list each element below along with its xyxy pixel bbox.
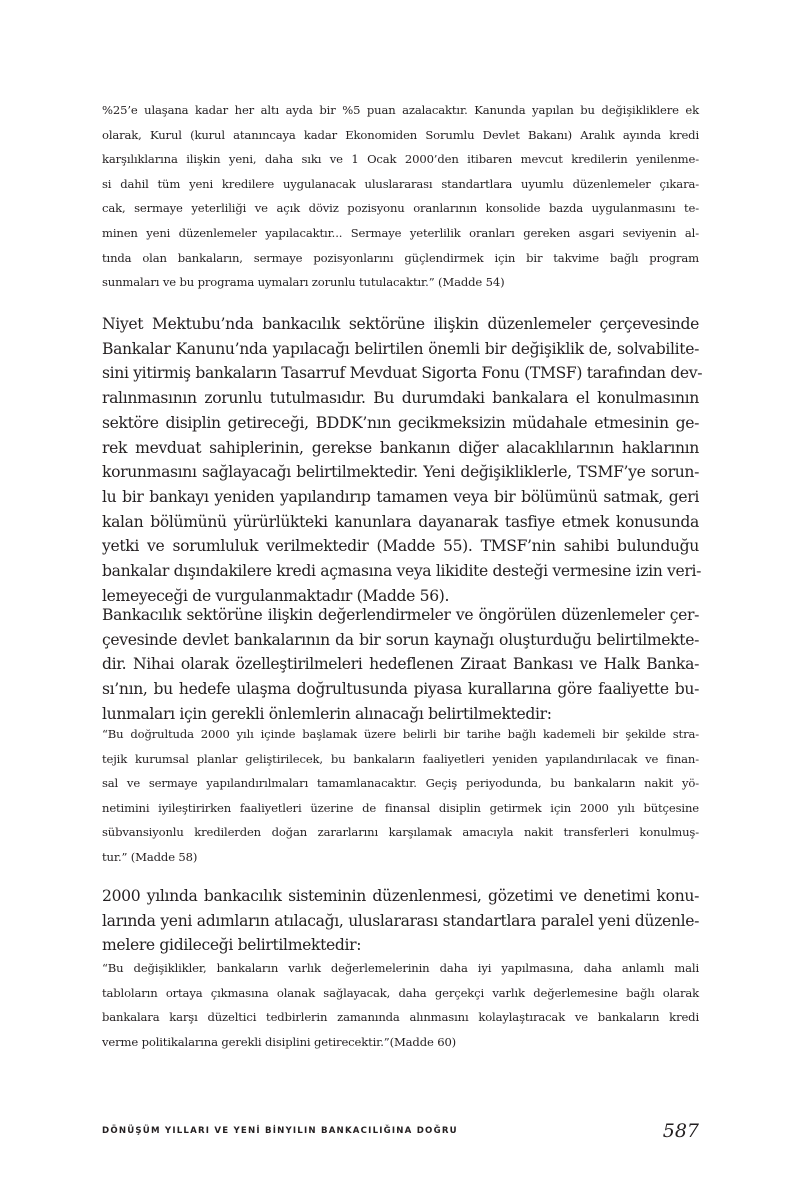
- text-line: sübvansiyonlu kredilerden doğan zararlarını karşılamak amacıyla nakit transferleri konulmuş-: [102, 825, 699, 840]
- text-line: si dahil tüm yeni kredilere uygulanacak uluslararası standartlara uyumlu düzenlemeler çıkara-: [102, 176, 699, 191]
- text-line: lunmaları için gerekli önlemlerin alınacağı belirtilmektedir:: [102, 704, 552, 723]
- text-line: çevesinde devlet bankalarının da bir sorun kaynağı oluşturduğu belirtilmekte-: [102, 630, 699, 649]
- text-line: Bankalar Kanunu’nda yapılacağı belirtilen önemli bir değişiklik de, solvabilite-: [102, 339, 699, 358]
- text-line: tabloların ortaya çıkmasına olanak sağlayacak, daha gerçekçi varlık değerlemesine bağlı olarak: [102, 985, 699, 1000]
- text-line: Bankacılık sektörüne ilişkin değerlendirmeler ve öngörülen düzenlemeler çer-: [102, 606, 699, 624]
- text-line: kalan bölümünü yürürlükteki kanunlara dayanarak tasfiye etmek konusunda: [102, 512, 699, 531]
- text-line: olarak, Kurul (kurul atanıncaya kadar Ekonomiden Sorumlu Devlet Bakanı) Aralık ayında kredi: [102, 127, 699, 142]
- paragraph-2000-duzenleme: [102, 884, 699, 958]
- text-line: bankalar dışındakilere kredi açmasına veya likidite desteği vermesine izin veri-: [102, 562, 702, 581]
- text-line: melere gidileceği belirtilmektedir:: [102, 936, 362, 955]
- text-line: minen yeni düzenlemeler yapılacaktır... Sermaye yeterlilik oranları gereken asgari seviyenin al-: [102, 225, 699, 240]
- text-line: Niyet Mektubu’nda bankacılık sektörüne ilişkin düzenlemeler çerçevesinde: [102, 315, 699, 333]
- text-line: lu bir bankayı yeniden yapılandırıp tamamen veya bir bölümünü satmak, geri: [102, 487, 699, 506]
- running-title: DÖNÜŞÜM YILLARI VE YENİ BİNYILIN BANKACILIĞINA DOĞRU: [102, 1126, 458, 1136]
- text-line: sini yitirmiş bankaların Tasarruf Mevduat Sigorta Fonu (TMSF) tarafından dev-: [102, 364, 703, 383]
- paragraph-niyet-mektubu: [102, 312, 703, 608]
- text-line: yetki ve sorumluluk verilmektedir (Madde 55). TMSF’nin sahibi bulunduğu: [102, 537, 699, 556]
- text-line: cak, sermaye yeterliliği ve açık döviz pozisyonu oranlarının konsolide bazda uygulanmasını te-: [102, 201, 699, 216]
- text-line: netimini iyileştirirken faaliyetleri üzerine de finansal disiplin getirmek için 2000 yılı bütçesine: [102, 800, 699, 815]
- text-line: lemeyeceği de vurgulanmaktadır (Madde 56).: [102, 586, 450, 605]
- page-footer: [102, 1120, 699, 1150]
- text-line: sal ve sermaye yapılandırılmaları tamamlanacaktır. Geçiş periyodunda, bu bankaların nakit yö-: [102, 776, 699, 791]
- text-line: larında yeni adımların atılacağı, uluslararası standartlara paralel yeni düzenle-: [102, 911, 699, 930]
- block-quote-madde-60: [102, 956, 699, 1054]
- text-line: %25’e ulaşana kadar her altı ayda bir %5 puan azalacaktır. Kanunda yapılan bu değişikliklere ek: [102, 103, 699, 117]
- text-line: dir. Nihai olarak özelleştirilmeleri hedeflenen Ziraat Bankası ve Halk Banka-: [102, 655, 699, 674]
- text-line: sektöre disiplin getireceği, BDDK’nın gecikmeksizin müdahale etmesinin ge-: [102, 413, 699, 432]
- text-line: “Bu doğrultuda 2000 yılı içinde başlamak üzere belirli bir tarihe bağlı kademeli bir şekilde stra-: [102, 727, 699, 741]
- block-quote-madde-58: [102, 722, 699, 870]
- text-line: ralınmasının zorunlu tutulmasıdır. Bu durumdaki bankalara el konulmasının: [102, 389, 699, 408]
- text-line: korunmasını sağlayacağı belirtilmektedir. Yeni değişikliklerle, TSMF’ye sorun-: [102, 463, 699, 482]
- text-line: tur.” (Madde 58): [102, 849, 198, 864]
- text-line: tejik kurumsal planlar geliştirilecek, bu bankaların faaliyetleri yeniden yapılandırılacak ve finan-: [102, 751, 699, 766]
- text-line: 2000 yılında bankacılık sisteminin düzenlenmesi, gözetimi ve denetimi konu-: [102, 887, 699, 905]
- text-line: bankalara karşı düzeltici tedbirlerin zamanında alınmasını kolaylaştıracak ve bankaların kredi: [102, 1010, 699, 1025]
- page-number: 587: [662, 1120, 699, 1142]
- text-line: “Bu değişiklikler, bankaların varlık değerlemelerinin daha iyi yapılmasına, daha anlamlı mali: [102, 961, 699, 975]
- block-quote-madde-54: [102, 98, 699, 295]
- text-line: karşılıklarına ilişkin yeni, daha sıkı ve 1 Ocak 2000’den itibaren mevcut kredilerin yenilenme-: [102, 152, 699, 167]
- text-line: verme politikalarına gerekli disiplini getirecektir.”(Madde 60): [102, 1034, 457, 1049]
- text-line: tında olan bankaların, sermaye pozisyonlarını güçlendirmek için bir takvime bağlı program: [102, 250, 699, 265]
- text-line: sunmaları ve bu programa uymaları zorunlu tutulacaktır.” (Madde 54): [102, 275, 505, 290]
- text-line: sı’nın, bu hedefe ulaşma doğrultusunda piyasa kurallarına göre faaliyette bu-: [102, 680, 699, 699]
- text-line: rek mevduat sahiplerinin, gerekse bankanın diğer alacaklılarının haklarının: [102, 438, 699, 457]
- paragraph-devlet-bankalari: [102, 603, 699, 727]
